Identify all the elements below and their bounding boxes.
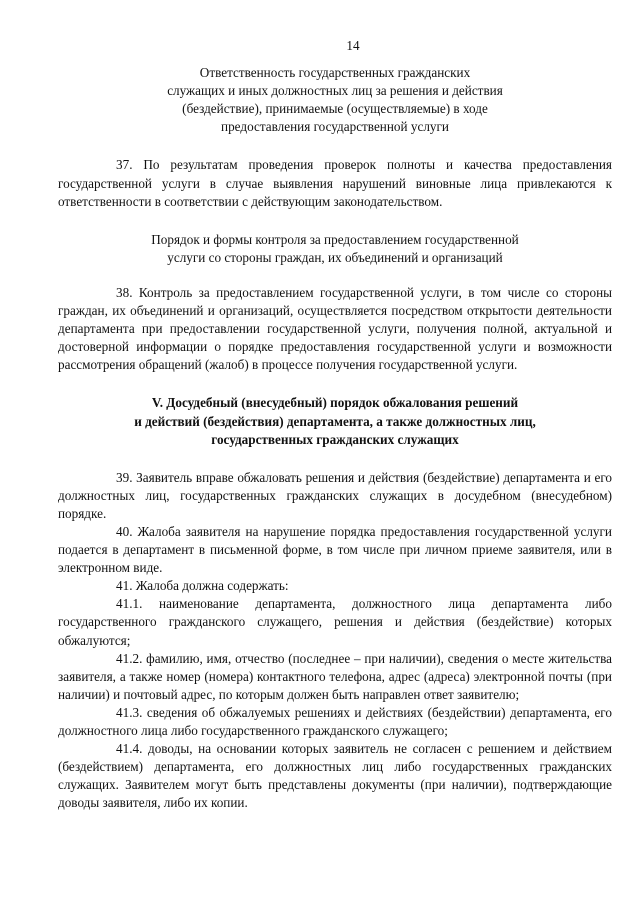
- paragraph-41: 41. Жалоба должна содержать:: [116, 578, 289, 594]
- heading-line: Порядок и формы контроля за предоставлением государственной: [151, 231, 519, 247]
- heading-line: услуги со стороны граждан, их объединений и организаций: [167, 249, 503, 265]
- heading-line: (бездействие), принимаемые (осуществляемые) в ходе: [182, 101, 488, 117]
- paragraph-41-3: 41.3. сведения об обжалуемых решениях и действиях (бездействии) департамента, его должностного лица либо государственного гражданского служащего;: [58, 704, 612, 738]
- paragraph-41-4: 41.4. доводы, на основании которых заявитель не согласен с решением и действием (бездействием) департамента, его должностных лиц либо государственных гражданских служащих. Заявителем могут быть представлены документы (при наличии), подтверждающие доводы заявителя, либо их копии.: [58, 741, 612, 811]
- paragraph-38: 38. Контроль за предоставлением государственной услуги, в том числе со стороны граждан, их объединений и организаций, осуществляется посредством открытости деятельности департамента при предоставлении государственной услуги, получения полной, актуальной и достоверной информации о порядке предоставления государственной услуги и возможности рассмотрения обращений (жалоб) в процессе получения государственной услуги.: [58, 284, 612, 373]
- section-heading-v: [58, 394, 612, 448]
- section-heading-control: [58, 231, 612, 267]
- heading-line: и действий (бездействия) департамента, а также должностных лиц,: [134, 413, 536, 429]
- heading-line: служащих и иных должностных лиц за решения и действия: [167, 83, 503, 99]
- heading-line: V. Досудебный (внесудебный) порядок обжалования решений: [151, 395, 519, 411]
- paragraph-41-1: 41.1. наименование департамента, должностного лица департамента либо государственного гражданского служащего, решения и действия (бездействие) которых обжалуются;: [58, 596, 612, 648]
- paragraph-37: 37. По результатам проведения проверок полноты и качества предоставления государственной услуги в случае выявления нарушений виновные лица привлекаются к ответственности в соответствии с действующим законодательством.: [58, 157, 612, 209]
- paragraph-41-2: 41.2. фамилию, имя, отчество (последнее – при наличии), сведения о месте жительства заявителя, а также номер (номера) контактного телефона, адрес (адреса) электронной почты (при наличии) и почтовый адрес, по которым должен быть направлен ответ заявителю;: [58, 650, 612, 702]
- section-heading-responsibility: [58, 64, 612, 136]
- paragraph-40: 40. Жалоба заявителя на нарушение порядка предоставления государственной услуги подается в департамент в письменной форме, в том числе при личном приеме заявителя, или в электронном виде.: [58, 523, 612, 576]
- heading-line: предоставления государственной услуги: [221, 119, 449, 135]
- heading-line: государственных гражданских служащих: [211, 431, 459, 447]
- heading-line: Ответственность государственных гражданских: [199, 65, 471, 81]
- paragraph-39: 39. Заявитель вправе обжаловать решения и действия (бездействие) департамента и его должностных лиц, государственных гражданских служащих в досудебном (внесудебном) порядке.: [58, 469, 612, 521]
- page-number: 14: [346, 38, 360, 53]
